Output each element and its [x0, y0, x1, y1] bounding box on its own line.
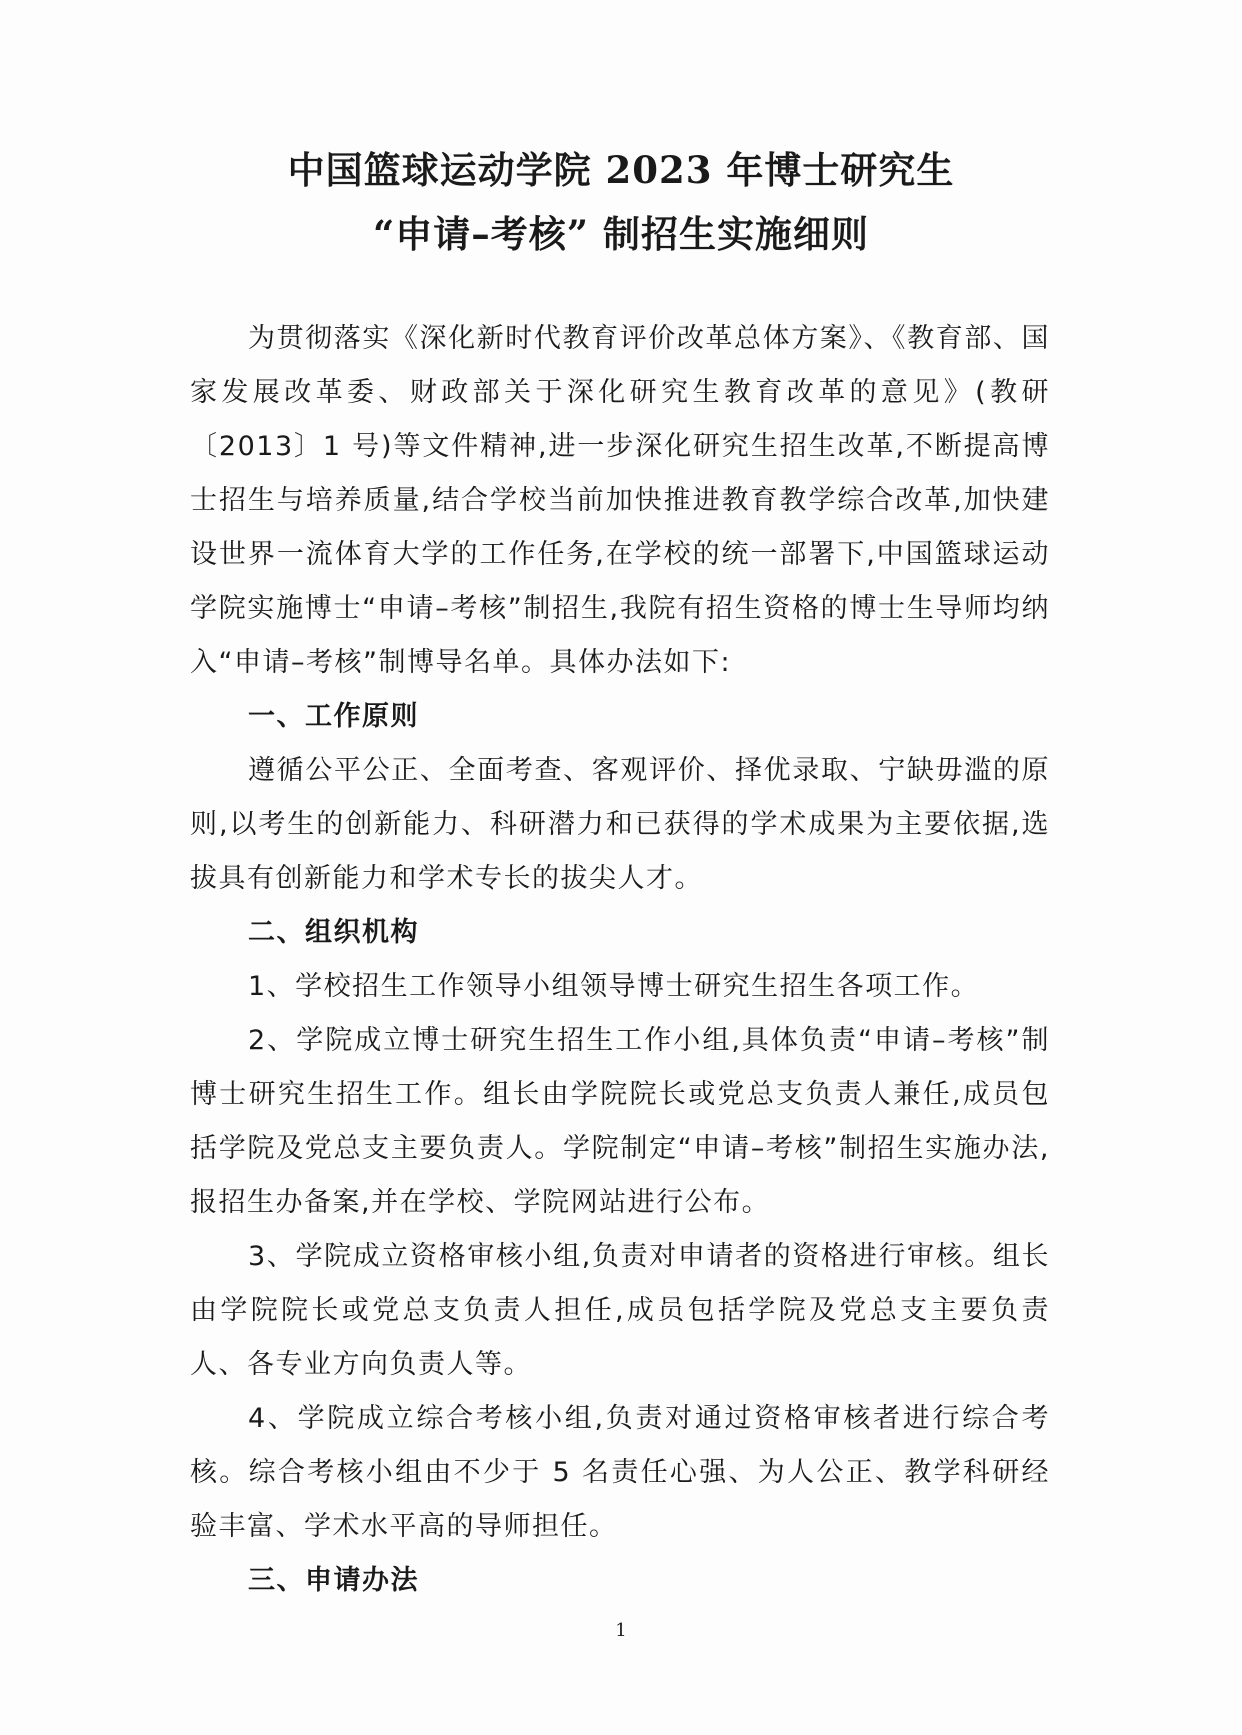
section-heading-application: 三、申请办法 — [248, 1565, 419, 1596]
intro-paragraph: 为贯彻落实《深化新时代教育评价改革总体方案》、《教育部、国家发展改革委、财政部关于深化研究生教育改革的意见》(教研〔2013〕1 号)等文件精神,进一步深化研究生招生改革,不断提高博士招生与培养质量,结合学校当前加快推进教育教学综合改革,加快建设世界一流体育大学的工作任务,在学校的统一部署下,中国篮球运动学院实施博士“申请–考核”制招生,我院有招生资格的博士生导师均纳入“申请–考核”制博导名单。具体办法如下: — [190, 323, 1050, 678]
section-heading-principles: 一、工作原则 — [248, 701, 419, 732]
organization-item-3: 3、学院成立资格审核小组,负责对申请者的资格进行审核。组长由学院院长或党总支负责人担任,成员包括学院及党总支主要负责人、各专业方向负责人等。 — [190, 1241, 1050, 1380]
section-heading-organization: 二、组织机构 — [248, 917, 419, 948]
title-line-2: “申请–考核” 制招生实施细则 — [373, 212, 869, 256]
page-number: 1 — [615, 1620, 627, 1641]
document-title — [0, 138, 1242, 266]
organization-item-2: 2、学院成立博士研究生招生工作小组,具体负责“申请–考核”制博士研究生招生工作。组长由学院院长或党总支负责人兼任,成员包括学院及党总支主要负责人。学院制定“申请–考核”制招生实施办法,报招生办备案,并在学校、学院网站进行公布。 — [190, 1025, 1050, 1218]
organization-item-1: 1、学校招生工作领导小组领导博士研究生招生各项工作。 — [248, 971, 980, 1002]
title-line-1: 中国篮球运动学院 2023 年博士研究生 — [287, 148, 955, 192]
organization-item-4: 4、学院成立综合考核小组,负责对通过资格审核者进行综合考核。综合考核小组由不少于 5 名责任心强、为人公正、教学科研经验丰富、学术水平高的导师担任。 — [190, 1403, 1050, 1542]
principles-paragraph: 遵循公平公正、全面考查、客观评价、择优录取、宁缺毋滥的原则,以考生的创新能力、科研潜力和已获得的学术成果为主要依据,选拔具有创新能力和学术专长的拔尖人才。 — [190, 755, 1050, 894]
document-body — [190, 312, 1050, 1608]
